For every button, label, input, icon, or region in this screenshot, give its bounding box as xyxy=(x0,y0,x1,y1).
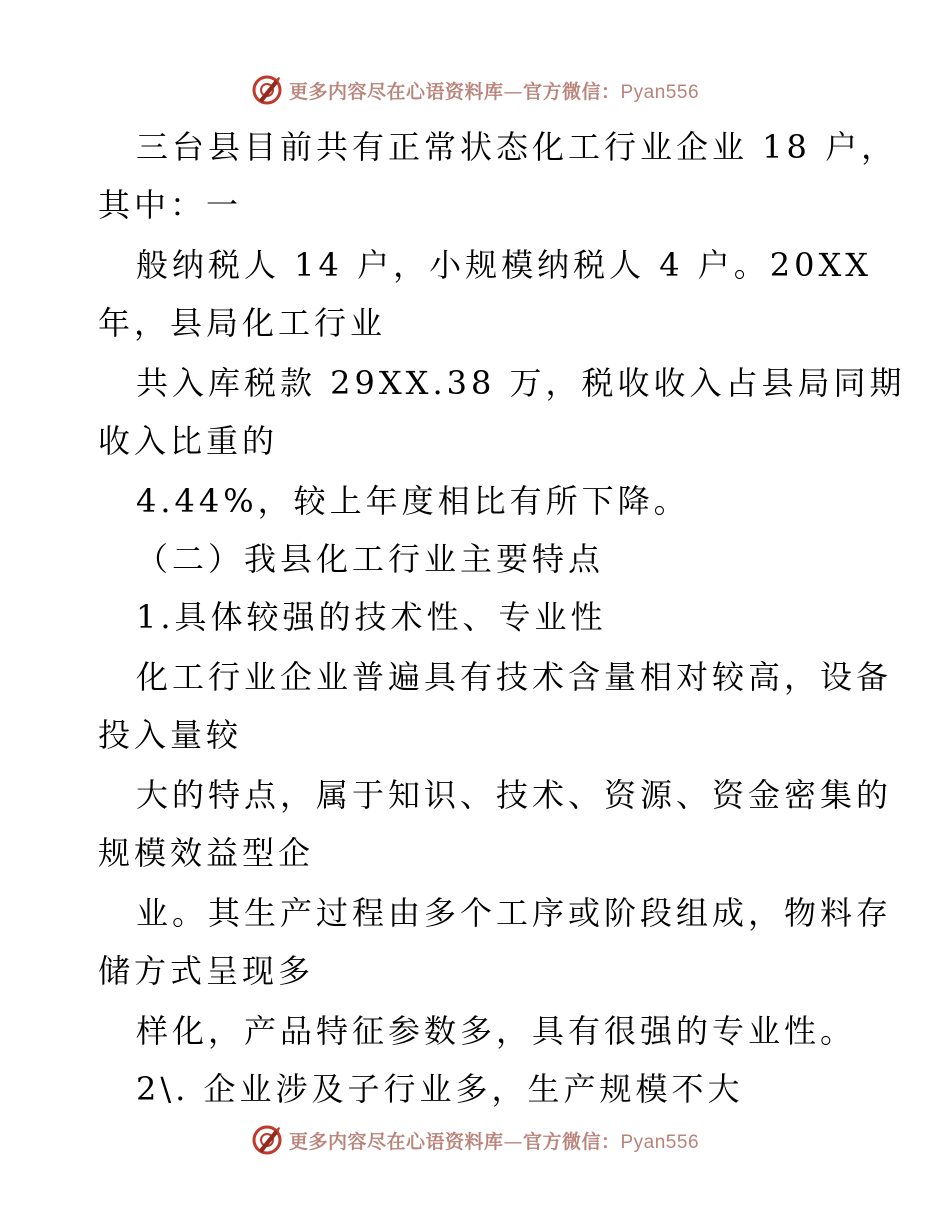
subsection-heading: 2\. 企业涉及子行业多，生产规模不大 xyxy=(136,1070,744,1108)
text-line: 投入量较 xyxy=(98,716,243,754)
section-heading: （二）我县化工行业主要特点 xyxy=(136,540,605,578)
watermark-text: 更多内容尽在心语资料库—官方微信：Pyan556 xyxy=(288,1130,700,1153)
text-line: 4.44%，较上年度相比有所下降。 xyxy=(136,482,690,520)
subsection-heading: 1.具体较强的技术性、专业性 xyxy=(136,598,607,636)
text-line: 三台县目前共有正常状态化工行业企业 18 户， xyxy=(136,128,898,166)
text-line: 储方式呈现多 xyxy=(98,952,315,990)
text-line: 共入库税款 29XX.38 万，税收收入占县局同期 xyxy=(136,364,906,402)
text-line: 其中：一 xyxy=(98,186,243,224)
text-line: 化工行业企业普遍具有技术含量相对较高，设备 xyxy=(136,658,893,696)
header-watermark xyxy=(0,70,950,110)
text-line: 般纳税人 14 户，小规模纳税人 4 户。20XX xyxy=(136,246,873,284)
footer-watermark xyxy=(0,1120,950,1160)
pen-logo-icon xyxy=(251,74,283,106)
text-line: 规模效益型企 xyxy=(98,834,315,872)
watermark-text: 更多内容尽在心语资料库—官方微信：Pyan556 xyxy=(288,80,700,103)
pen-logo-icon xyxy=(251,1124,283,1156)
text-line: 年，县局化工行业 xyxy=(98,304,387,342)
text-line: 收入比重的 xyxy=(98,422,279,460)
text-line: 大的特点，属于知识、技术、资源、资金密集的 xyxy=(136,776,893,814)
text-line: 样化，产品特征参数多，具有很强的专业性。 xyxy=(136,1012,857,1050)
text-line: 业。其生产过程由多个工序或阶段组成，物料存 xyxy=(136,894,893,932)
